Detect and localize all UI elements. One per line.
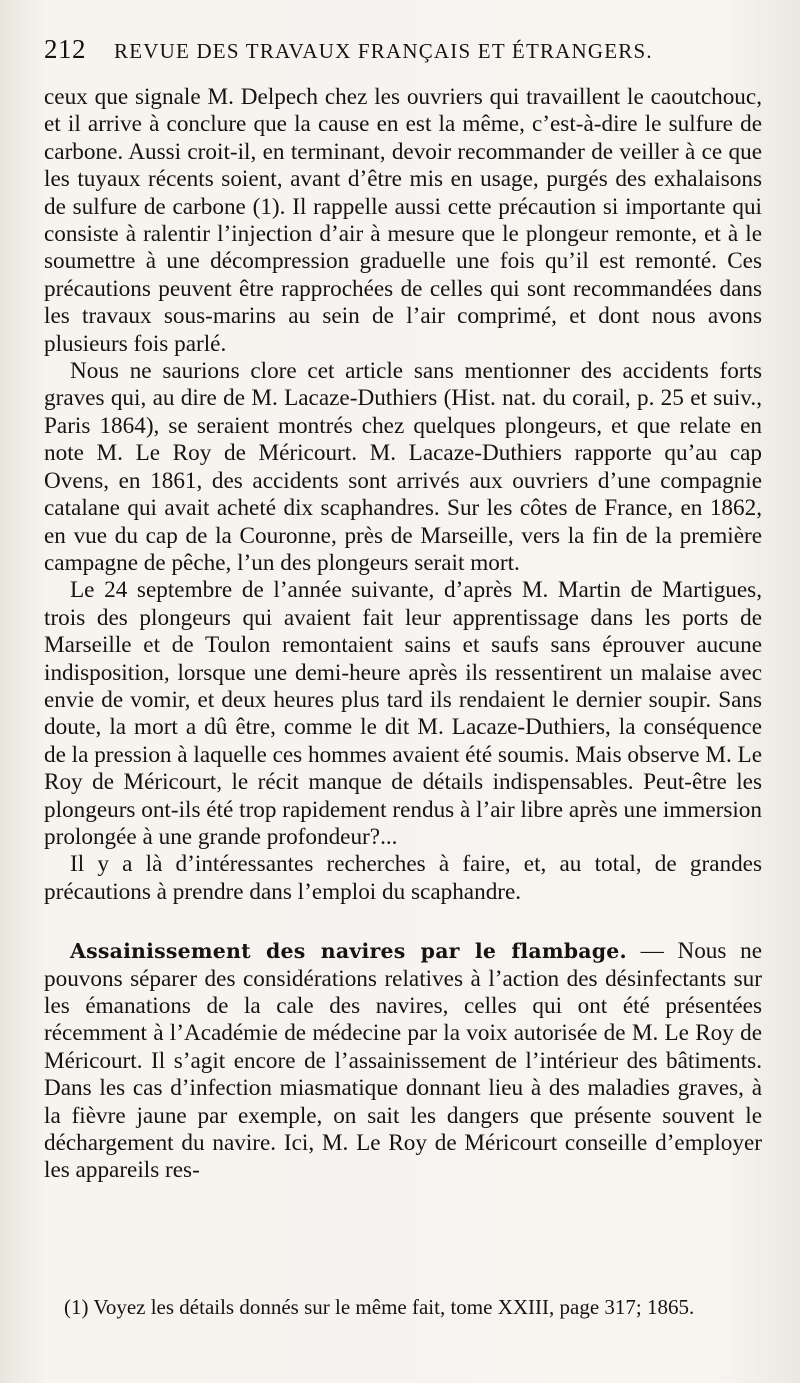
section-paragraph [44, 938, 762, 1185]
paragraph-1: ceux que signale M. Delpech chez les ouvriers qui travaillent le caoutchouc, et il arrive à conclure que la cause en est la même, c’est-à-dire le sulfure de carbone. Aussi croit-il, en terminant, devoir recommander de veiller à ce que les tuyaux récents soient, avant d’être mis en usage, purgés des exhalaisons de sulfure de carbone (1). Il rappelle aussi cette précaution si importante qui consiste à ralentir l’injection d’air à mesure que le plongeur remonte, et à le soumettre à une décompression graduelle une fois qu’il est remonté. Ces précautions peuvent être rapprochées de celles qui sont recommandées dans les travaux sous-marins au sein de l’air comprimé, et dont nous avons plusieurs fois parlé. [44, 84, 762, 357]
paragraph-2: Nous ne saurions clore cet article sans mentionner des accidents forts graves qui, au dire de M. Lacaze-Duthiers (Hist. nat. du corail, p. 25 et suiv., Paris 1864), se seraient montrés chez quelques plongeurs, et que relate en note M. Le Roy de Méricourt. M. Lacaze-Duthiers rapporte qu’au cap Ovens, en 1861, des accidents sont arrivés aux ouvriers d’une compagnie catalane qui avait acheté dix scaphandres. Sur les côtes de France, en 1862, en vue du cap de la Couronne, près de Marseille, vers la fin de la première campagne de pêche, l’un des plongeurs serait mort. [44, 358, 762, 576]
page-number: 212 [44, 34, 86, 64]
page-header [44, 34, 764, 65]
paragraph-4: Il y a là d’intéressantes recherches à faire, et, au total, de grandes précautions à prendre dans l’emploi du scaphandre. [44, 851, 762, 905]
body-text [44, 84, 762, 1185]
paragraph-3: Le 24 septembre de l’année suivante, d’après M. Martin de Martigues, trois des plongeurs qui avaient fait leur apprentissage dans les ports de Marseille et de Toulon remontaient sains et saufs sans éprouver aucune indisposition, lorsque une demi-heure après ils ressentirent un malaise avec envie de vomir, et deux heures plus tard ils rendaient le dernier soupir. Sans doute, la mort a dû être, comme le dit M. Lacaze-Duthiers, la conséquence de la pression à laquelle ces hommes avaient été soumis. Mais observe M. Le Roy de Méricourt, le récit manque de détails indispensables. Peut-être les plongeurs ont-ils été trop rapidement rendus à l’air libre après une immersion prolongée à une grande profondeur?... [44, 577, 762, 850]
running-head: REVUE DES TRAVAUX FRANÇAIS ET ÉTRANGERS. [114, 39, 653, 63]
section-title: Assainissement des navires par le flambage. [70, 939, 627, 964]
footnote: (1) Voyez les détails donnés sur le même fait, tome XXIII, page 317; 1865. [64, 1295, 695, 1319]
section-text: — Nous ne pouvons séparer des considérations relatives à l’action des désinfectants sur les émanations de la cale des navires, celles qui ont été présentées récemment à l’Académie de médecine par la voix autorisée de M. Le Roy de Méricourt. Il s’agit encore de l’assainissement de l’intérieur des bâtiments. Dans les cas d’infection miasmatique donnant lieu à des maladies graves, à la fièvre jaune par exemple, on sait les dangers que présente souvent le déchargement du navire. Ici, M. Le Roy de Méricourt conseille d’employer les appareils res- [44, 938, 762, 1184]
